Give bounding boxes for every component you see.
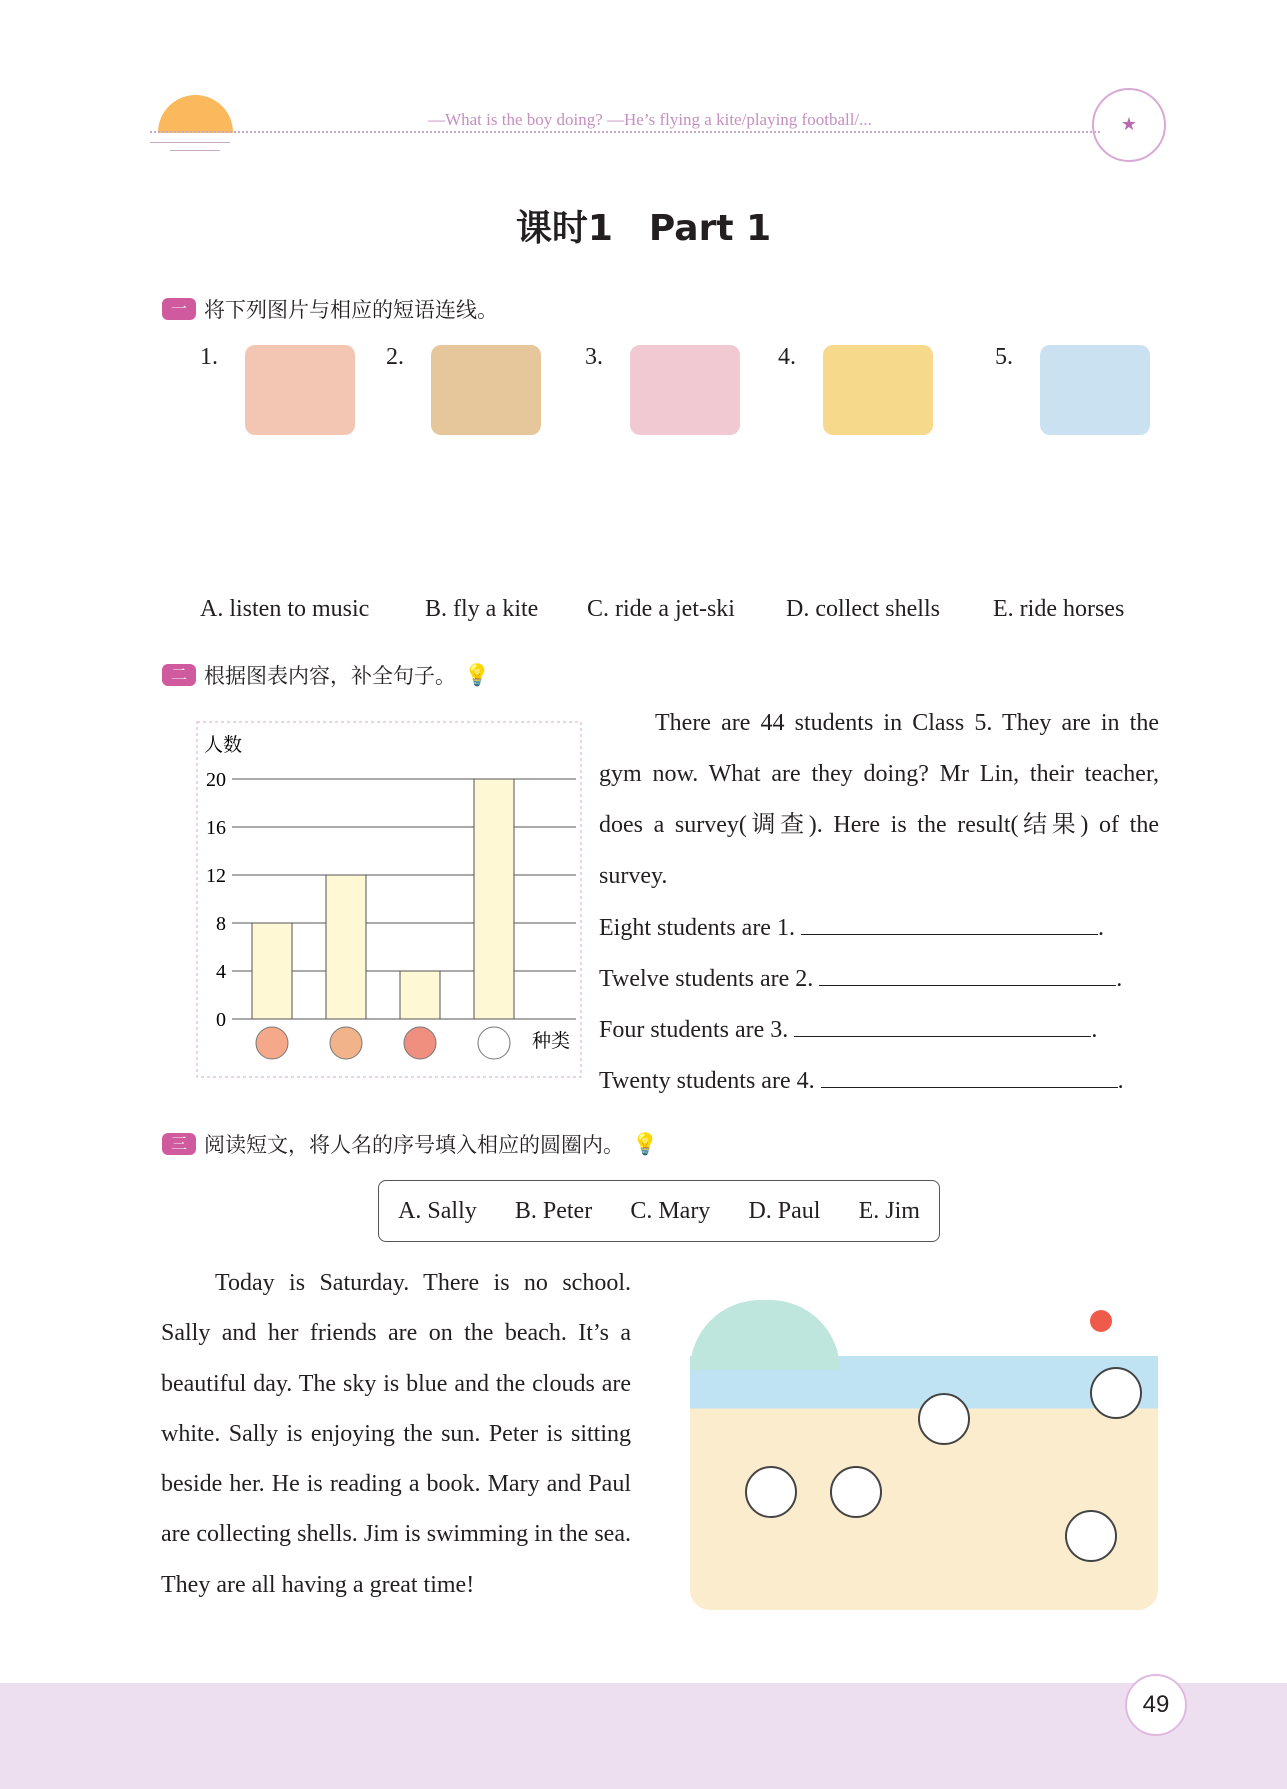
bar-ping-pong (400, 971, 440, 1019)
section3-heading (162, 1129, 658, 1159)
swimming-ring-icon (256, 1027, 288, 1059)
header-text: —What is the boy doing? —He’s flying a kite/playing football/... (428, 110, 872, 129)
kite-icon (245, 345, 355, 435)
section-heading-text: 根据图表内容，补全句子。 (204, 664, 456, 688)
y-tick-label: 16 (206, 817, 226, 839)
sentence-text: Twelve students are 2. (599, 966, 814, 992)
sentence-text: Four students are 3. (599, 1017, 789, 1043)
shell-collecting-icon (1040, 345, 1150, 435)
picture-number: 5. (995, 344, 1013, 370)
horse-riding-icon (431, 345, 541, 435)
bar-chart (196, 721, 582, 1078)
decor-line (170, 150, 220, 151)
option-a: A. listen to music (200, 596, 370, 622)
section-heading-text: 阅读短文，将人名的序号填入相应的圆圈内。 (204, 1133, 624, 1157)
y-tick-label: 0 (216, 1009, 226, 1031)
sun-logo-icon (158, 95, 233, 133)
sentence-text: Twenty students are 4. (599, 1068, 815, 1094)
name-option: D. Paul (748, 1197, 821, 1224)
ping-pong-icon (404, 1027, 436, 1059)
name-option: E. Jim (858, 1197, 920, 1224)
answer-circle-paul[interactable] (1065, 1510, 1117, 1562)
survey-paragraph: There are 44 students in Class 5. They are in the gym now. What are they doing? Mr Lin, their teacher, does a survey(调查). Here is the result(结果) of the survey. (599, 710, 1159, 889)
section-badge: 三 (162, 1133, 196, 1155)
y-axis-label: 人数 (204, 735, 243, 756)
bar-football (474, 779, 514, 1019)
umbrella-icon (690, 1300, 840, 1370)
music-friends-icon (630, 345, 740, 435)
picture-number: 3. (585, 344, 603, 370)
bar-swimming-ring (252, 923, 292, 1019)
picture-number: 4. (778, 344, 796, 370)
section-heading-text: 将下列图片与相应的短语连线。 (204, 298, 498, 322)
sun-icon (1090, 1310, 1112, 1332)
x-axis-label: 种类 (532, 1031, 571, 1052)
football-icon (478, 1027, 510, 1059)
answer-blank-2[interactable] (819, 965, 1116, 986)
bar-basketball (326, 875, 366, 1019)
y-tick-label: 12 (206, 865, 226, 887)
option-b: B. fly a kite (425, 596, 539, 622)
chart-frame (197, 722, 581, 1077)
section-badge: 一 (162, 298, 196, 320)
answer-blank-1[interactable] (801, 914, 1098, 935)
lightbulb-icon: 💡 (464, 662, 491, 687)
name-option: C. Mary (630, 1197, 711, 1224)
sentence-4: Twenty students are 4. . (599, 1068, 1124, 1094)
page-footer (0, 1683, 1287, 1789)
name-option: A. Sally (398, 1197, 477, 1224)
decor-line (150, 142, 230, 143)
page-title: 课时1 Part 1 (515, 208, 772, 249)
picture-number: 2. (386, 344, 404, 370)
section2-heading (162, 660, 490, 690)
option-d: D. collect shells (786, 596, 940, 622)
lightbulb-icon: 💡 (632, 1131, 659, 1156)
option-c: C. ride a jet-ski (587, 596, 735, 622)
answer-circle-jim[interactable] (1090, 1367, 1142, 1419)
answer-blank-3[interactable] (794, 1016, 1091, 1037)
y-tick-label: 8 (216, 913, 226, 935)
picture-number: 1. (200, 344, 218, 370)
answer-circle-sally[interactable] (745, 1466, 797, 1518)
section1-heading (162, 294, 498, 324)
sentence-3: Four students are 3. . (599, 1017, 1098, 1043)
page-number: 49 (1125, 1674, 1187, 1736)
sentence-1: Eight students are 1. . (599, 915, 1104, 941)
sentence-2: Twelve students are 2. . (599, 966, 1123, 992)
answer-blank-4[interactable] (821, 1067, 1118, 1088)
answer-circle-peter[interactable] (830, 1466, 882, 1518)
y-tick-label: 4 (216, 961, 226, 983)
y-tick-label: 20 (206, 769, 226, 791)
jet-ski-icon (823, 345, 933, 435)
section-badge: 二 (162, 664, 196, 686)
header-divider (150, 131, 1100, 133)
name-options-box (378, 1180, 940, 1242)
basketball-icon (330, 1027, 362, 1059)
answer-circle-mary[interactable] (918, 1393, 970, 1445)
reading-passage: Today is Saturday. There is no school. Sally and her friends are on the beach. It’s a beautiful day. The sky is blue and the clouds are white. Sally is enjoying the sun. Peter is sitting beside her. He is reading a book. Mary and Paul are collecting shells. Jim is swimming in the sea. They are all having a great time! (161, 1270, 631, 1598)
beach-illustration (690, 1300, 1158, 1610)
option-e: E. ride horses (993, 596, 1125, 622)
name-option: B. Peter (514, 1197, 593, 1224)
sentence-text: Eight students are 1. (599, 915, 795, 941)
publisher-seal-logo: ★ (1092, 88, 1166, 162)
